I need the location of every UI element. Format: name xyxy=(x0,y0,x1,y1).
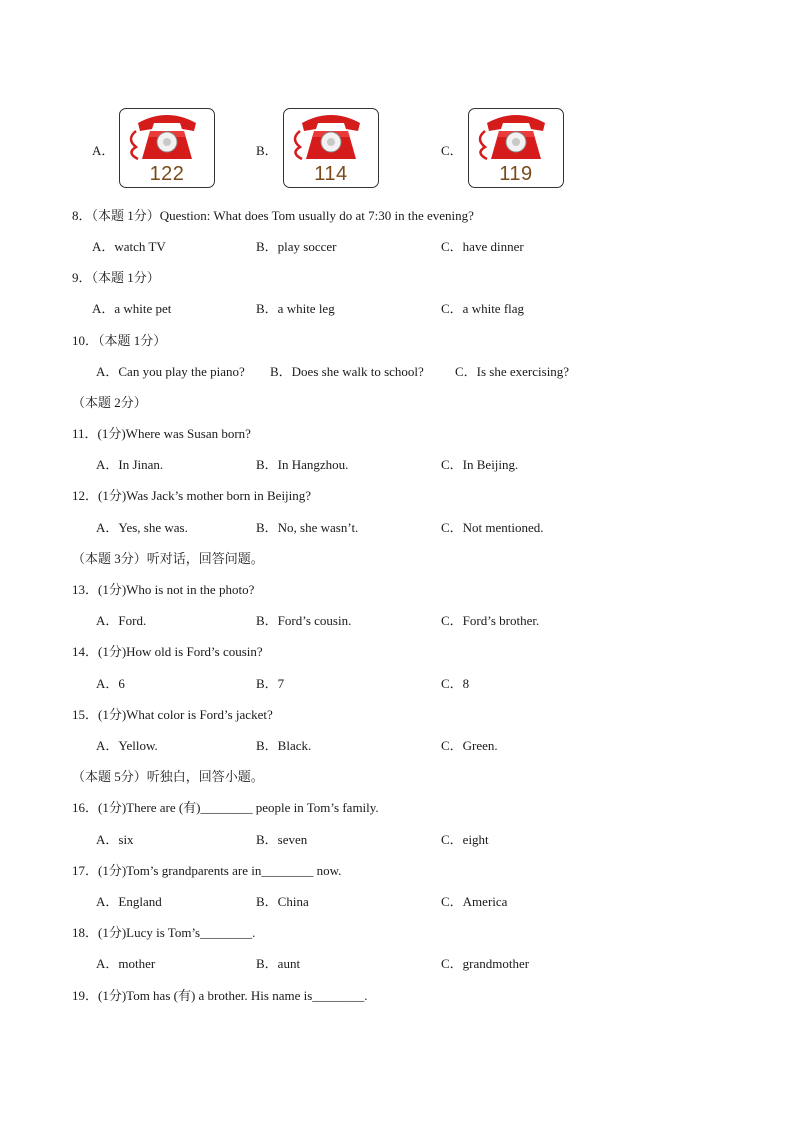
option-b[interactable]: B．aunt xyxy=(256,956,301,971)
question-19-stem: 19．(1分)Tom has (有) a brother. His name is________. xyxy=(72,988,368,1003)
option-b[interactable]: B．Does she walk to school? xyxy=(270,364,424,379)
telephone-card xyxy=(119,108,215,188)
option-c[interactable]: C．Ford’s brother. xyxy=(441,613,540,628)
option-a[interactable]: A．six xyxy=(96,832,134,847)
telephone-icon xyxy=(284,109,378,169)
option-b[interactable]: B．a white leg xyxy=(256,301,335,316)
question-9-stem: 9．（本题 1分） xyxy=(72,270,160,285)
telephone-card xyxy=(283,108,379,188)
telephone-icon xyxy=(469,109,563,169)
question-16-stem: 16．(1分)There are (有)________ people in Tom’s family. xyxy=(72,800,379,815)
question-7-image-options xyxy=(0,108,794,190)
question-8-stem: 8．（本题 1分）Question: What does Tom usually do at 7:30 in the evening? xyxy=(72,208,474,223)
section-header: （本题 5分）听独白，回答小题。 xyxy=(72,769,264,784)
question-14-stem: 14．(1分)How old is Ford’s cousin? xyxy=(72,644,263,659)
option-a[interactable]: A．6 xyxy=(96,676,125,691)
option-a[interactable]: A．In Jinan. xyxy=(96,457,164,472)
option-c[interactable]: C．Not mentioned. xyxy=(441,520,544,535)
option-b[interactable]: B．Ford’s cousin. xyxy=(256,613,352,628)
option-a[interactable]: A．England xyxy=(96,894,162,909)
option-c[interactable]: C．8 xyxy=(441,676,470,691)
option-b[interactable]: B．No, she wasn’t. xyxy=(256,520,359,535)
telephone-number: 114 xyxy=(314,163,348,185)
option-b[interactable]: B．7 xyxy=(256,676,285,691)
option-c[interactable]: C．Green. xyxy=(441,738,498,753)
option-c[interactable]: C．a white flag xyxy=(441,301,525,316)
question-15-stem: 15．(1分)What color is Ford’s jacket? xyxy=(72,707,273,722)
option-c[interactable]: C．In Beijing. xyxy=(441,457,519,472)
option-letter: B． xyxy=(256,143,278,158)
option-b[interactable]: B．China xyxy=(256,894,309,909)
option-c[interactable]: C．America xyxy=(441,894,508,909)
option-a[interactable]: A．Yellow. xyxy=(96,738,158,753)
option-a[interactable]: A．Ford. xyxy=(96,613,147,628)
question-10-stem: 10．（本题 1分） xyxy=(72,333,167,348)
option-c[interactable]: C．have dinner xyxy=(441,239,524,254)
option-a[interactable]: A．Yes, she was. xyxy=(96,520,188,535)
option-b[interactable]: B．play soccer xyxy=(256,239,337,254)
option-a[interactable]: A．a white pet xyxy=(92,301,172,316)
telephone-number: 122 xyxy=(149,163,185,185)
option-a[interactable]: A．Can you play the piano? xyxy=(96,364,245,379)
section-header: （本题 2分） xyxy=(72,395,147,410)
option-a[interactable]: A．mother xyxy=(96,956,156,971)
section-header: （本题 3分）听对话，回答问题。 xyxy=(72,551,264,566)
option-c[interactable]: C．grandmother xyxy=(441,956,530,971)
option-b[interactable]: B．In Hangzhou. xyxy=(256,457,349,472)
question-11-stem: 11．(1分)Where was Susan born? xyxy=(72,426,251,441)
question-12-stem: 12．(1分)Was Jack’s mother born in Beijing? xyxy=(72,488,312,503)
telephone-card xyxy=(468,108,564,188)
option-c[interactable]: C．eight xyxy=(441,832,489,847)
option-a[interactable]: A．watch TV xyxy=(92,239,166,254)
question-13-stem: 13．(1分)Who is not in the photo? xyxy=(72,582,255,597)
question-18-stem: 18．(1分)Lucy is Tom’s________. xyxy=(72,925,256,940)
option-letter: A． xyxy=(92,143,115,158)
option-c[interactable]: C．Is she exercising? xyxy=(455,364,570,379)
telephone-number: 119 xyxy=(499,163,533,185)
option-b[interactable]: B．seven xyxy=(256,832,308,847)
option-b[interactable]: B．Black. xyxy=(256,738,312,753)
question-17-stem: 17．(1分)Tom’s grandparents are in________ now. xyxy=(72,863,342,878)
telephone-icon xyxy=(120,109,214,169)
option-letter: C． xyxy=(441,143,463,158)
